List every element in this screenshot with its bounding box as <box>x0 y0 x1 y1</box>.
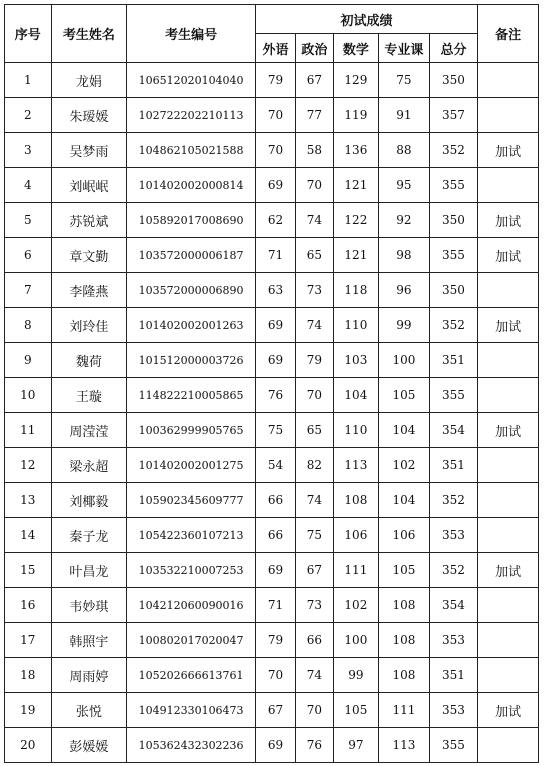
header-math: 数学 <box>333 34 379 63</box>
cell-math: 100 <box>333 623 379 658</box>
cell-note <box>478 623 539 658</box>
cell-politics: 58 <box>296 133 333 168</box>
cell-name: 苏锐斌 <box>51 203 127 238</box>
cell-note <box>478 658 539 693</box>
table-row <box>5 553 539 588</box>
cell-note: 加试 <box>478 693 539 728</box>
cell-politics: 66 <box>296 623 333 658</box>
cell-major: 108 <box>379 658 430 693</box>
header-name: 考生姓名 <box>51 5 127 63</box>
cell-math: 108 <box>333 483 379 518</box>
cell-index: 13 <box>5 483 52 518</box>
cell-note <box>478 273 539 308</box>
header-foreign-language: 外语 <box>255 34 295 63</box>
cell-foreign-language: 69 <box>255 168 295 203</box>
cell-major: 113 <box>379 728 430 763</box>
table-row <box>5 63 539 98</box>
cell-foreign-language: 71 <box>255 238 295 273</box>
cell-exam-id: 114822210005865 <box>127 378 255 413</box>
cell-name: 魏荷 <box>51 343 127 378</box>
table-row <box>5 623 539 658</box>
cell-total: 352 <box>429 553 478 588</box>
cell-foreign-language: 67 <box>255 693 295 728</box>
cell-index: 20 <box>5 728 52 763</box>
table-row <box>5 483 539 518</box>
table-row <box>5 343 539 378</box>
cell-total: 354 <box>429 413 478 448</box>
cell-index: 18 <box>5 658 52 693</box>
cell-total: 350 <box>429 203 478 238</box>
cell-foreign-language: 69 <box>255 553 295 588</box>
cell-total: 355 <box>429 728 478 763</box>
cell-total: 351 <box>429 343 478 378</box>
cell-index: 8 <box>5 308 52 343</box>
cell-exam-id: 103532210007253 <box>127 553 255 588</box>
table-row <box>5 273 539 308</box>
header-index: 序号 <box>5 5 52 63</box>
cell-math: 97 <box>333 728 379 763</box>
cell-note <box>478 448 539 483</box>
cell-math: 122 <box>333 203 379 238</box>
cell-politics: 67 <box>296 553 333 588</box>
cell-name: 秦子龙 <box>51 518 127 553</box>
cell-exam-id: 103572000006890 <box>127 273 255 308</box>
cell-note <box>478 518 539 553</box>
cell-exam-id: 105202666613761 <box>127 658 255 693</box>
cell-major: 108 <box>379 623 430 658</box>
cell-total: 353 <box>429 518 478 553</box>
cell-math: 103 <box>333 343 379 378</box>
cell-name: 张悦 <box>51 693 127 728</box>
cell-major: 108 <box>379 588 430 623</box>
cell-foreign-language: 79 <box>255 623 295 658</box>
cell-foreign-language: 76 <box>255 378 295 413</box>
cell-note <box>478 483 539 518</box>
cell-name: 王璇 <box>51 378 127 413</box>
cell-note: 加试 <box>478 203 539 238</box>
cell-exam-id: 101402002001263 <box>127 308 255 343</box>
cell-index: 3 <box>5 133 52 168</box>
score-table <box>4 4 539 763</box>
cell-major: 111 <box>379 693 430 728</box>
cell-index: 17 <box>5 623 52 658</box>
cell-major: 106 <box>379 518 430 553</box>
cell-major: 88 <box>379 133 430 168</box>
cell-foreign-language: 54 <box>255 448 295 483</box>
cell-note <box>478 728 539 763</box>
cell-math: 110 <box>333 308 379 343</box>
cell-exam-id: 106512020104040 <box>127 63 255 98</box>
cell-name: 吴梦雨 <box>51 133 127 168</box>
table-body <box>5 63 539 763</box>
table-header <box>5 5 539 63</box>
cell-major: 96 <box>379 273 430 308</box>
cell-total: 357 <box>429 98 478 133</box>
cell-total: 351 <box>429 448 478 483</box>
header-total: 总分 <box>429 34 478 63</box>
cell-foreign-language: 79 <box>255 63 295 98</box>
cell-politics: 74 <box>296 658 333 693</box>
cell-math: 113 <box>333 448 379 483</box>
cell-total: 355 <box>429 238 478 273</box>
cell-foreign-language: 63 <box>255 273 295 308</box>
cell-index: 9 <box>5 343 52 378</box>
table-row <box>5 98 539 133</box>
cell-index: 12 <box>5 448 52 483</box>
cell-math: 129 <box>333 63 379 98</box>
cell-total: 355 <box>429 168 478 203</box>
cell-major: 104 <box>379 413 430 448</box>
cell-math: 105 <box>333 693 379 728</box>
cell-index: 11 <box>5 413 52 448</box>
cell-name: 彭媛媛 <box>51 728 127 763</box>
cell-foreign-language: 71 <box>255 588 295 623</box>
cell-major: 98 <box>379 238 430 273</box>
cell-total: 352 <box>429 133 478 168</box>
cell-politics: 70 <box>296 693 333 728</box>
cell-exam-id: 100362999905765 <box>127 413 255 448</box>
cell-total: 353 <box>429 623 478 658</box>
cell-exam-id: 101402002001275 <box>127 448 255 483</box>
cell-major: 91 <box>379 98 430 133</box>
cell-index: 19 <box>5 693 52 728</box>
cell-foreign-language: 66 <box>255 483 295 518</box>
cell-total: 351 <box>429 658 478 693</box>
cell-politics: 70 <box>296 378 333 413</box>
cell-exam-id: 103572000006187 <box>127 238 255 273</box>
cell-total: 354 <box>429 588 478 623</box>
cell-major: 105 <box>379 553 430 588</box>
cell-exam-id: 104912330106473 <box>127 693 255 728</box>
cell-note: 加试 <box>478 238 539 273</box>
cell-exam-id: 101512000003726 <box>127 343 255 378</box>
cell-math: 99 <box>333 658 379 693</box>
cell-index: 2 <box>5 98 52 133</box>
cell-name: 周滢滢 <box>51 413 127 448</box>
cell-foreign-language: 75 <box>255 413 295 448</box>
cell-exam-id: 100802017020047 <box>127 623 255 658</box>
table-row <box>5 203 539 238</box>
table-row <box>5 588 539 623</box>
cell-name: 李隆燕 <box>51 273 127 308</box>
cell-index: 6 <box>5 238 52 273</box>
cell-foreign-language: 69 <box>255 343 295 378</box>
cell-index: 16 <box>5 588 52 623</box>
cell-exam-id: 104212060090016 <box>127 588 255 623</box>
cell-major: 104 <box>379 483 430 518</box>
table-row <box>5 238 539 273</box>
cell-major: 92 <box>379 203 430 238</box>
cell-note <box>478 98 539 133</box>
cell-math: 111 <box>333 553 379 588</box>
table-row <box>5 728 539 763</box>
cell-note <box>478 168 539 203</box>
cell-politics: 74 <box>296 483 333 518</box>
cell-politics: 74 <box>296 203 333 238</box>
cell-major: 102 <box>379 448 430 483</box>
table-row <box>5 168 539 203</box>
cell-politics: 82 <box>296 448 333 483</box>
header-major: 专业课 <box>379 34 430 63</box>
header-politics: 政治 <box>296 34 333 63</box>
cell-math: 118 <box>333 273 379 308</box>
header-note: 备注 <box>478 5 539 63</box>
cell-politics: 65 <box>296 238 333 273</box>
cell-note <box>478 588 539 623</box>
cell-index: 15 <box>5 553 52 588</box>
cell-foreign-language: 70 <box>255 658 295 693</box>
cell-name: 刘玲佳 <box>51 308 127 343</box>
cell-politics: 77 <box>296 98 333 133</box>
cell-politics: 74 <box>296 308 333 343</box>
cell-exam-id: 105902345609777 <box>127 483 255 518</box>
cell-name: 龙娟 <box>51 63 127 98</box>
cell-note <box>478 378 539 413</box>
cell-exam-id: 102722202210113 <box>127 98 255 133</box>
cell-math: 102 <box>333 588 379 623</box>
table-row <box>5 378 539 413</box>
cell-index: 10 <box>5 378 52 413</box>
table-row <box>5 133 539 168</box>
cell-name: 刘椰毅 <box>51 483 127 518</box>
cell-name: 叶昌龙 <box>51 553 127 588</box>
cell-index: 14 <box>5 518 52 553</box>
cell-total: 355 <box>429 378 478 413</box>
cell-note: 加试 <box>478 553 539 588</box>
cell-name: 章文勤 <box>51 238 127 273</box>
cell-total: 350 <box>429 273 478 308</box>
cell-total: 352 <box>429 308 478 343</box>
cell-foreign-language: 69 <box>255 308 295 343</box>
cell-exam-id: 104862105021588 <box>127 133 255 168</box>
cell-foreign-language: 62 <box>255 203 295 238</box>
cell-foreign-language: 69 <box>255 728 295 763</box>
table-row <box>5 448 539 483</box>
cell-math: 136 <box>333 133 379 168</box>
cell-math: 110 <box>333 413 379 448</box>
header-score-group: 初试成绩 <box>255 5 477 34</box>
cell-math: 106 <box>333 518 379 553</box>
cell-name: 周雨婷 <box>51 658 127 693</box>
table-row <box>5 658 539 693</box>
table-row <box>5 413 539 448</box>
cell-exam-id: 105362432302236 <box>127 728 255 763</box>
cell-total: 353 <box>429 693 478 728</box>
cell-politics: 65 <box>296 413 333 448</box>
cell-major: 99 <box>379 308 430 343</box>
cell-foreign-language: 66 <box>255 518 295 553</box>
cell-foreign-language: 70 <box>255 98 295 133</box>
cell-note: 加试 <box>478 413 539 448</box>
cell-name: 韩照宇 <box>51 623 127 658</box>
cell-major: 95 <box>379 168 430 203</box>
cell-index: 1 <box>5 63 52 98</box>
cell-note: 加试 <box>478 308 539 343</box>
cell-major: 105 <box>379 378 430 413</box>
cell-name: 朱瑷媛 <box>51 98 127 133</box>
cell-name: 韦妙琪 <box>51 588 127 623</box>
cell-math: 104 <box>333 378 379 413</box>
cell-politics: 70 <box>296 168 333 203</box>
cell-exam-id: 105892017008690 <box>127 203 255 238</box>
cell-name: 梁永超 <box>51 448 127 483</box>
cell-politics: 67 <box>296 63 333 98</box>
score-table-container <box>4 4 539 763</box>
cell-politics: 75 <box>296 518 333 553</box>
cell-math: 121 <box>333 238 379 273</box>
cell-major: 75 <box>379 63 430 98</box>
cell-total: 352 <box>429 483 478 518</box>
cell-foreign-language: 70 <box>255 133 295 168</box>
header-exam-id: 考生编号 <box>127 5 255 63</box>
cell-note <box>478 343 539 378</box>
cell-note <box>478 63 539 98</box>
cell-index: 5 <box>5 203 52 238</box>
cell-index: 4 <box>5 168 52 203</box>
cell-politics: 79 <box>296 343 333 378</box>
cell-major: 100 <box>379 343 430 378</box>
cell-name: 刘岷岷 <box>51 168 127 203</box>
cell-math: 119 <box>333 98 379 133</box>
table-row <box>5 693 539 728</box>
table-row <box>5 308 539 343</box>
cell-total: 350 <box>429 63 478 98</box>
cell-politics: 76 <box>296 728 333 763</box>
cell-math: 121 <box>333 168 379 203</box>
cell-note: 加试 <box>478 133 539 168</box>
table-row <box>5 518 539 553</box>
cell-index: 7 <box>5 273 52 308</box>
cell-exam-id: 101402002000814 <box>127 168 255 203</box>
cell-exam-id: 105422360107213 <box>127 518 255 553</box>
cell-politics: 73 <box>296 588 333 623</box>
cell-politics: 73 <box>296 273 333 308</box>
